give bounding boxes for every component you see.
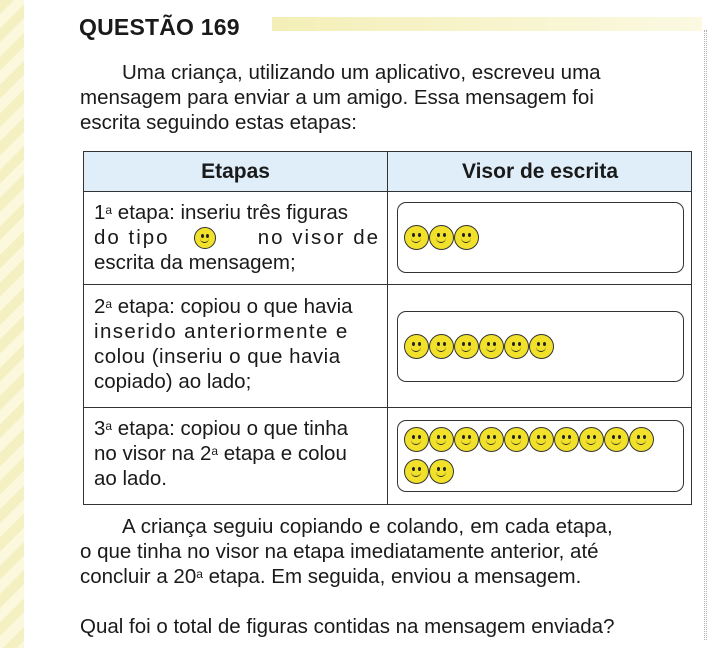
conclusion-line: o que tinha no visor na etapa imediatamente anterior, até xyxy=(80,540,599,563)
step-line: no visor na 2 xyxy=(94,442,212,465)
step-ordinal: 1 xyxy=(94,201,106,224)
conclusion-line: concluir a 20 xyxy=(80,565,197,588)
question-prompt: Qual foi o total de figuras contidas na mensagem enviada? xyxy=(80,615,615,638)
step-ordinal: 3 xyxy=(94,417,106,440)
figure-row xyxy=(404,458,677,484)
header-etapas: Etapas xyxy=(201,160,270,183)
ordinal-sup: a xyxy=(105,419,113,433)
figure-row xyxy=(404,333,677,359)
smiley-face-icon xyxy=(429,334,454,359)
ordinal-sup: a xyxy=(196,567,203,581)
ordinal-sup: a xyxy=(211,444,219,458)
smiley-face-icon xyxy=(429,225,454,250)
title-highlight-bar xyxy=(272,17,702,31)
smiley-face-icon xyxy=(529,334,554,359)
figure-row xyxy=(404,426,677,452)
smiley-face-icon xyxy=(404,225,429,250)
steps-table xyxy=(83,151,692,505)
step-3-text xyxy=(94,416,380,491)
visor-step-2 xyxy=(397,311,684,382)
step-line: no visor de xyxy=(257,226,380,249)
figure-row xyxy=(404,224,677,250)
step-line: etapa: copiou o que havia xyxy=(112,295,353,318)
smiley-face-icon xyxy=(404,334,429,359)
step-line: ao lado. xyxy=(94,467,167,490)
step-line: etapa e colou xyxy=(218,442,347,465)
smiley-face-icon xyxy=(404,459,429,484)
step-line: do tipo xyxy=(94,226,170,249)
smiley-face-icon xyxy=(429,427,454,452)
smiley-face-icon xyxy=(404,427,429,452)
smiley-face-icon xyxy=(479,334,504,359)
header-visor: Visor de escrita xyxy=(461,160,619,183)
conclusion-paragraph xyxy=(80,514,696,589)
visor-step-1 xyxy=(397,202,684,273)
smiley-face-icon xyxy=(604,427,629,452)
row-divider xyxy=(84,284,691,285)
step-line: etapa: copiou o que tinha xyxy=(112,417,349,440)
smiley-face-icon xyxy=(504,334,529,359)
column-divider xyxy=(387,152,388,504)
intro-line: escrita seguindo estas etapas: xyxy=(80,111,357,134)
step-line: etapa: inseriu três figuras xyxy=(112,201,348,224)
step-line: colou (inseriu o que havia xyxy=(94,345,341,368)
ordinal-sup: a xyxy=(105,297,113,311)
smiley-face-icon xyxy=(504,427,529,452)
step-1-text xyxy=(94,200,380,275)
smiley-face-icon xyxy=(454,225,479,250)
smiley-face-icon xyxy=(429,459,454,484)
visor-step-3 xyxy=(397,420,684,492)
ordinal-sup: a xyxy=(105,203,113,217)
smiley-face-icon xyxy=(454,334,479,359)
intro-line: Uma criança, utilizando um aplicativo, escreveu uma xyxy=(122,61,601,84)
intro-paragraph xyxy=(80,60,696,135)
conclusion-line: etapa. Em seguida, enviou a mensagem. xyxy=(202,565,582,588)
smiley-face-icon xyxy=(194,227,216,249)
step-line: escrita da mensagem; xyxy=(94,251,296,274)
smiley-face-icon xyxy=(529,427,554,452)
intro-line: mensagem para enviar a um amigo. Essa mensagem foi xyxy=(80,86,594,109)
step-2-text xyxy=(94,294,380,394)
smiley-face-icon xyxy=(454,427,479,452)
smiley-face-icon xyxy=(479,427,504,452)
smiley-face-icon xyxy=(629,427,654,452)
decorative-side-strip xyxy=(0,0,24,648)
step-line: copiado) ao lado; xyxy=(94,370,252,393)
step-ordinal: 2 xyxy=(94,295,106,318)
margin-dotted-rule xyxy=(704,30,707,640)
row-divider xyxy=(84,407,691,408)
question-title: QUESTÃO 169 xyxy=(79,14,240,40)
smiley-face-icon xyxy=(579,427,604,452)
smiley-face-icon xyxy=(554,427,579,452)
conclusion-line: A criança seguiu copiando e colando, em cada etapa, xyxy=(122,515,613,538)
step-line: inserido anteriormente e xyxy=(94,320,349,343)
